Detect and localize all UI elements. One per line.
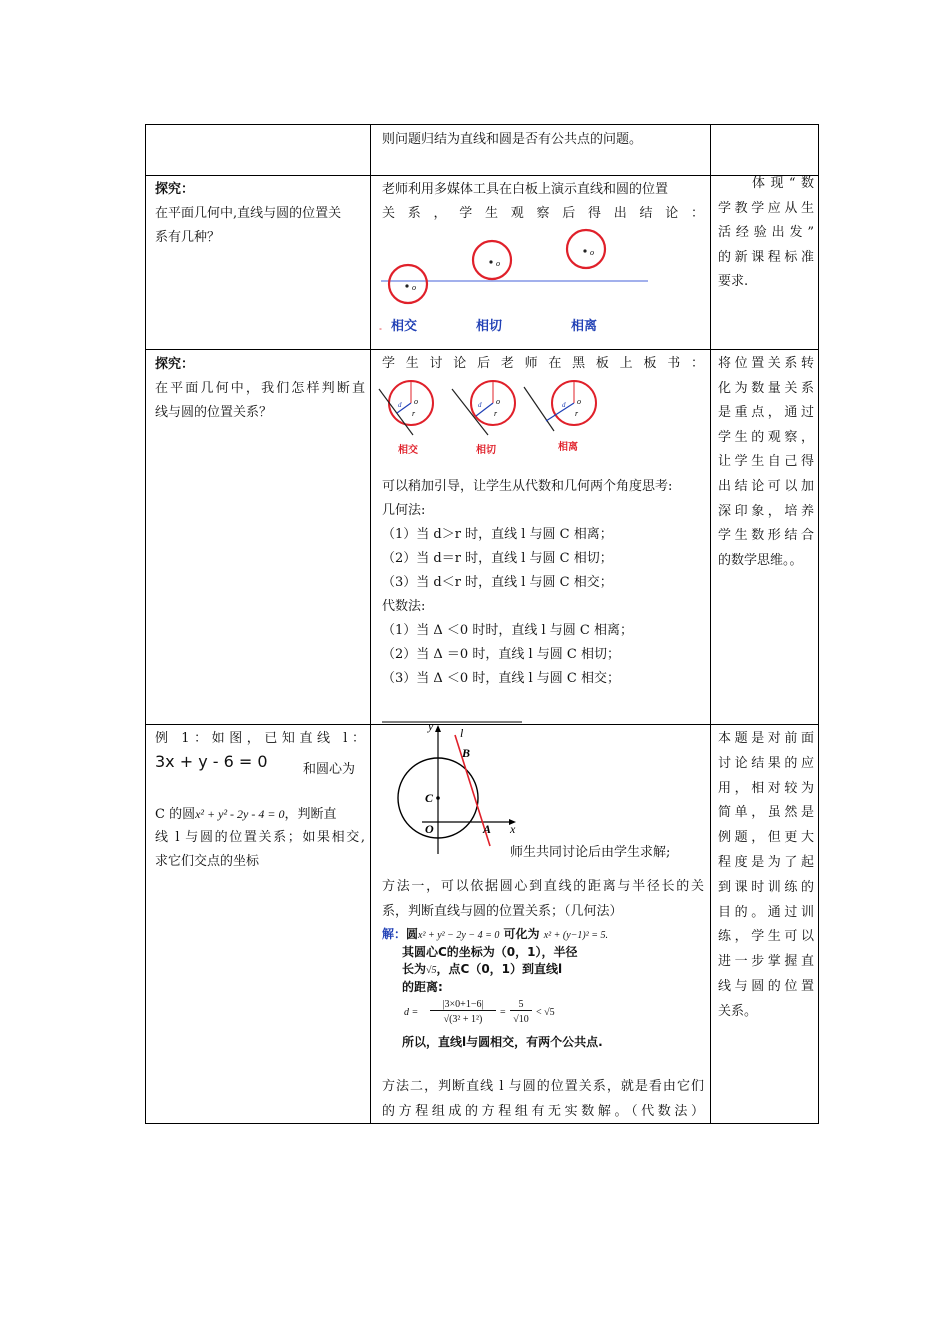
- method-two: 方法二，判断直线 l 与圆的位置关系，就是看由它们 的方程组成的方程组有无实数解。（代数法）: [382, 1079, 704, 1119]
- label-separate: 相离: [571, 318, 598, 333]
- center-dot: [489, 260, 492, 263]
- row-divider: [146, 349, 818, 350]
- center-point: [436, 796, 440, 800]
- svg-text:o: o: [414, 397, 418, 406]
- circle-tangent: [473, 241, 511, 279]
- example-graph: [382, 721, 522, 861]
- row1-middle-text: 则问题归结为直线和圆是否有公共点的问题。: [382, 132, 643, 147]
- column-divider: [710, 125, 711, 1123]
- svg-text:d: d: [398, 401, 402, 409]
- solution-conclusion: 所以，直线l与圆相交，有两个公共点.: [402, 1035, 603, 1049]
- row4-right-text: 本题是对前面 讨论结果的应 用，相对较为 简单，虽然是 例题，但更大 程度是为了起 到课时训练的 目的。通过训 练，学生可以 进一步掌握直 线与圆的位置 关系。: [718, 731, 814, 1019]
- distance-demo-figure: [376, 373, 616, 461]
- solution-label: 解：: [382, 927, 407, 941]
- svg-text:B: B: [462, 746, 471, 760]
- row2-title: 探究：: [155, 182, 195, 197]
- y-arrow: [435, 725, 441, 732]
- row2-middle-text: 老师利用多媒体工具在白板上演示直线和圆的位置 关 系 ， 学 生 观 察 后 得 出 结 论 ：: [382, 182, 704, 221]
- row3-title: 探究：: [155, 357, 195, 372]
- circle-intersect: [389, 265, 427, 303]
- svg-text:l: l: [460, 726, 464, 740]
- center-dot: [405, 284, 408, 287]
- position-demo-figure: [376, 225, 696, 343]
- row2-right-text: 体现“数 学教学应从生 活经验出发” 的新课程标准 要求.: [718, 176, 814, 289]
- svg-text:o: o: [577, 397, 581, 406]
- center-label: o: [496, 259, 500, 268]
- example-question: 线 l 与圆的位置关系；如果相交, 求它们交点的坐标: [155, 830, 365, 869]
- circle-equation: x² + y² - 2y - 4 = 0: [195, 807, 285, 821]
- line-l: [452, 389, 488, 435]
- center-dot: [583, 249, 586, 252]
- column-divider: [370, 125, 371, 1123]
- label-separate: 相离: [558, 442, 578, 453]
- svg-text:r: r: [575, 409, 579, 418]
- svg-text:A: A: [483, 822, 492, 836]
- label-tangent: 相切: [476, 318, 503, 333]
- center-label: o: [590, 248, 594, 257]
- solution-block: 解：圆x² + y² − 2y − 4 = 0 可化为 x² + (y−1)² = 5. 其圆心C的坐标为（0，1），半径 长为√5，点C（0，1）到直线l 的距离:: [382, 926, 704, 996]
- svg-text:d: d: [478, 401, 482, 409]
- svg-text:r: r: [494, 409, 498, 418]
- example-intro: 例 1：如图，已知直线 l：: [155, 731, 365, 746]
- red-mark: ˳: [379, 320, 382, 330]
- solution-line-1: 解：圆x² + y² − 2y − 4 = 0 可化为 x² + (y−1)² = 5.: [382, 927, 609, 941]
- svg-text:x: x: [510, 822, 516, 836]
- svg-text:d: d: [562, 401, 566, 409]
- center-label: o: [412, 283, 416, 292]
- row3-question: 在平面几何中，我们怎样判断直 线与圆的位置关系？: [155, 381, 365, 420]
- label-intersect: 相交: [398, 445, 418, 456]
- solution-line-3: 长为√5，点C（0，1）到直线l: [402, 962, 563, 976]
- distance-d: [546, 403, 574, 421]
- row3-right-text: 将位置关系转 化为数量关系 是重点，通过 学生的观察， 让学生自己得 出结论可以加 深印象，培养 学生数形结合 的数学思维。。: [718, 356, 814, 568]
- line-l: [379, 389, 413, 435]
- distance-formula: d = |3×0+1−6| √(3² + 1²) = 5 √10 < √5: [404, 999, 555, 1025]
- label-intersect: 相交: [391, 318, 418, 333]
- row3-middle-heading: 学 生 讨 论 后 老 师 在 黑 板 上 板 书 ：: [382, 356, 704, 371]
- discussion-note: 师生共同讨论后由学生求解;: [510, 845, 671, 860]
- row3-methods: 可以稍加引导，让学生从代数和几何两个角度思考: 几何法: （1）当 d＞r 时，直线 l 与圆 C 相离； （2）当 d＝r 时，直线 l 与圆 C 相切； （3）当 d＜r 时，直线 l 与圆 C 相交； 代数法: （1）当 Δ ＜0 时时，直线 l 与圆 C 相离； （2）当 Δ ＝0 时，直线 l 与圆 C 相切； （3）当 Δ ＜0 时，直线 l 与圆 C 相交；: [382, 479, 673, 686]
- lesson-table: [145, 124, 819, 1124]
- circle-separate: [567, 230, 605, 268]
- svg-text:y: y: [428, 721, 434, 733]
- line-equation: 3x + y - 6 = 0: [155, 752, 268, 771]
- method-one: 方法一，可以依据圆心到直线的距离与半径长的关 系，判断直线与圆的位置关系；（几何法）: [382, 879, 704, 919]
- example-circle-equation: C 的圆x² + y² - 2y - 4 = 0，判断直: [155, 807, 337, 822]
- svg-text:o: o: [496, 397, 500, 406]
- row2-question: 在平面几何中,直线与圆的位置关 系有几种？: [155, 206, 342, 245]
- example-line-equation: 3x + y - 6 = 0 和圆心为: [155, 752, 356, 777]
- label-tangent: 相切: [476, 445, 496, 456]
- svg-text:r: r: [412, 409, 416, 418]
- svg-text:O: O: [425, 822, 434, 836]
- svg-text:C: C: [425, 791, 434, 805]
- line-l: [524, 387, 554, 431]
